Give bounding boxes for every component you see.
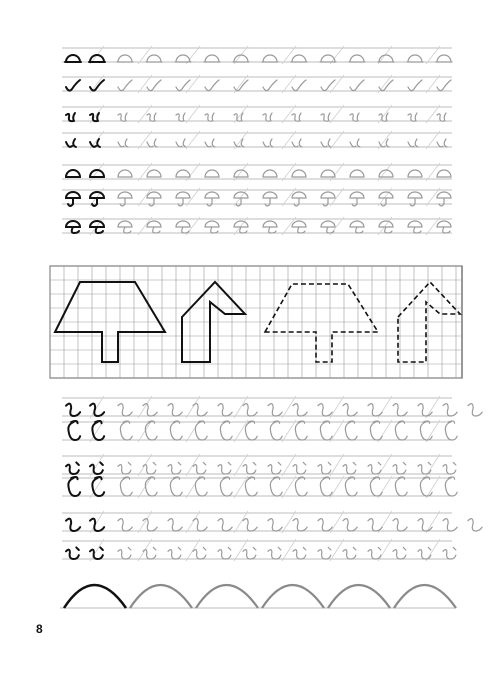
page-number: 8 <box>36 622 43 636</box>
trace-glyph <box>218 547 231 559</box>
slant-guide <box>426 217 440 235</box>
trace-glyph <box>204 55 220 62</box>
trace-glyph <box>443 519 457 531</box>
trace-glyph <box>234 170 248 177</box>
trace-glyph <box>147 170 161 177</box>
trace-glyph <box>263 221 277 233</box>
trace-glyph <box>395 421 407 440</box>
trace-glyph <box>234 221 248 233</box>
trace-glyph <box>437 80 451 91</box>
trace-glyph <box>263 170 277 177</box>
slant-guide <box>330 75 344 93</box>
slant-guide <box>426 454 440 476</box>
trace-glyph <box>220 421 232 440</box>
trace-glyph <box>168 547 181 559</box>
trace-glyph <box>445 421 457 440</box>
sample-glyph <box>90 170 104 177</box>
trace-glyph <box>318 547 331 559</box>
trace-glyph <box>443 547 456 559</box>
sample-glyph <box>66 547 79 559</box>
trace-glyph <box>468 519 482 531</box>
trace-glyph <box>145 477 157 496</box>
sample-glyph <box>92 477 104 496</box>
trace-glyph <box>408 139 418 147</box>
trace-glyph <box>218 462 231 474</box>
trace-glyph <box>117 55 133 62</box>
slant-guide <box>186 131 200 149</box>
slant-guide <box>186 75 200 93</box>
trace-glyph <box>345 421 357 440</box>
slant-guide <box>330 131 344 149</box>
trace-glyph <box>147 113 156 121</box>
slant-guide <box>330 511 344 533</box>
trace-glyph <box>118 462 131 474</box>
trace-glyph <box>145 421 157 440</box>
trace-glyph <box>350 80 364 91</box>
trace-glyph <box>395 477 407 496</box>
trace-glyph <box>243 404 257 416</box>
bottom-writing-rows <box>62 396 482 561</box>
trace-glyph <box>233 55 249 62</box>
trace-glyph <box>118 170 132 177</box>
trace-glyph <box>220 477 232 496</box>
trace-glyph <box>118 139 128 147</box>
trace-glyph <box>293 547 306 559</box>
trace-glyph <box>368 462 381 474</box>
trace-glyph <box>205 139 215 147</box>
writing-row-bottom-2 <box>62 420 457 442</box>
trace-glyph <box>437 170 451 177</box>
sample-glyph <box>66 170 80 177</box>
trace-glyph <box>118 80 132 91</box>
trace-glyph <box>343 404 357 416</box>
trace-glyph <box>420 421 432 440</box>
border-arch <box>394 585 456 608</box>
trace-glyph <box>118 221 132 233</box>
slant-guide <box>330 105 344 123</box>
slant-guide <box>186 188 200 206</box>
trace-glyph <box>443 462 456 474</box>
writing-row-top-5 <box>62 163 452 181</box>
writing-row-top-3 <box>62 105 452 123</box>
writing-row-top-7 <box>62 217 452 235</box>
slant-guide <box>378 75 392 93</box>
trace-glyph <box>345 477 357 496</box>
trace-glyph <box>350 113 359 121</box>
writing-row-top-4 <box>62 131 452 149</box>
trace-glyph <box>120 477 132 496</box>
trace-glyph <box>143 404 157 416</box>
slant-guide <box>378 188 392 206</box>
slant-guide <box>426 420 440 442</box>
trace-glyph <box>350 221 364 233</box>
slant-guide <box>186 105 200 123</box>
trace-glyph <box>268 404 282 416</box>
slant-guide <box>138 511 152 533</box>
trace-glyph <box>234 80 248 91</box>
trace-glyph <box>263 113 272 121</box>
trace-glyph <box>295 421 307 440</box>
border-arch <box>196 585 258 608</box>
trace-glyph <box>263 139 273 147</box>
trace-glyph <box>118 113 127 121</box>
slant-guide <box>330 188 344 206</box>
sample-glyph <box>66 80 80 91</box>
trace-glyph <box>407 55 423 62</box>
trace-glyph <box>143 462 156 474</box>
slant-guide <box>330 476 344 498</box>
sample-glyph <box>66 221 80 233</box>
trace-glyph <box>143 519 157 531</box>
trace-glyph <box>195 477 207 496</box>
sample-glyph <box>66 139 76 147</box>
trace-glyph <box>170 477 182 496</box>
trace-glyph <box>320 55 336 62</box>
sample-glyph <box>65 55 81 62</box>
trace-glyph <box>292 221 306 233</box>
trace-glyph <box>195 421 207 440</box>
writing-row-bottom-4 <box>62 476 457 498</box>
border-arch <box>64 585 126 608</box>
trace-glyph <box>176 113 185 121</box>
trace-glyph <box>293 519 307 531</box>
trace-glyph <box>262 55 278 62</box>
slant-guide <box>282 188 296 206</box>
slant-guide <box>426 511 440 533</box>
trace-glyph <box>349 55 365 62</box>
slant-guide <box>282 46 296 64</box>
sample-glyph <box>66 404 80 416</box>
trace-glyph <box>263 80 277 91</box>
trace-glyph <box>370 421 382 440</box>
trace-glyph <box>218 404 232 416</box>
trace-glyph <box>268 462 281 474</box>
sample-glyph <box>89 55 105 62</box>
trace-glyph <box>318 404 332 416</box>
trace-glyph <box>168 404 182 416</box>
sample-glyph <box>90 221 104 233</box>
slant-guide <box>138 188 152 206</box>
sample-glyph <box>66 462 79 474</box>
trace-glyph <box>443 404 457 416</box>
slant-guide <box>330 420 344 442</box>
trace-glyph <box>436 55 452 62</box>
trace-glyph <box>408 170 422 177</box>
trace-glyph <box>418 519 432 531</box>
slant-guide <box>330 454 344 476</box>
shape-copy-grid <box>50 266 462 378</box>
trace-glyph <box>320 421 332 440</box>
trace-glyph <box>118 519 132 531</box>
trace-glyph <box>368 519 382 531</box>
trace-glyph <box>420 477 432 496</box>
trace-glyph <box>292 80 306 91</box>
trace-glyph <box>147 221 161 233</box>
trace-glyph <box>168 462 181 474</box>
slant-guide <box>234 511 248 533</box>
trace-glyph <box>193 404 207 416</box>
trace-glyph <box>437 113 446 121</box>
trace-glyph <box>343 519 357 531</box>
trace-glyph <box>379 139 389 147</box>
writing-row-bottom-1 <box>62 396 482 418</box>
slant-guide <box>378 163 392 181</box>
trace-glyph <box>393 462 406 474</box>
trace-glyph <box>193 547 206 559</box>
trace-glyph <box>393 519 407 531</box>
slant-guide <box>282 476 296 498</box>
trace-glyph <box>393 404 407 416</box>
trace-glyph <box>350 170 364 177</box>
trace-glyph <box>245 421 257 440</box>
slant-guide <box>426 396 440 418</box>
trace-glyph <box>318 519 332 531</box>
writing-row-top-6 <box>62 188 452 206</box>
slant-guide <box>234 396 248 418</box>
writing-row-bottom-3 <box>62 454 456 476</box>
slant-guide <box>426 476 440 498</box>
trace-glyph <box>437 221 451 233</box>
writing-row-top-2 <box>62 75 452 93</box>
slant-guide <box>426 75 440 93</box>
trace-glyph <box>147 80 161 91</box>
trace-glyph <box>270 477 282 496</box>
border-arch <box>262 585 324 608</box>
trace-glyph <box>343 462 356 474</box>
trace-glyph <box>176 170 190 177</box>
trace-glyph <box>418 547 431 559</box>
border-arch <box>328 585 390 608</box>
trace-glyph <box>418 404 432 416</box>
trace-glyph <box>293 404 307 416</box>
sample-glyph <box>66 519 80 531</box>
trace-glyph <box>146 55 162 62</box>
slant-guide <box>282 217 296 235</box>
trace-glyph <box>143 547 156 559</box>
writing-row-bottom-6 <box>62 539 456 561</box>
writing-row-top-1 <box>62 46 452 64</box>
slant-guide <box>330 396 344 418</box>
trace-glyph <box>268 547 281 559</box>
trace-glyph <box>176 80 190 91</box>
trace-glyph <box>468 404 482 416</box>
slant-guide <box>138 217 152 235</box>
trace-glyph <box>295 477 307 496</box>
arch-border-pattern <box>60 585 456 608</box>
trace-glyph <box>321 170 335 177</box>
trace-glyph <box>245 477 257 496</box>
trace-glyph <box>243 519 257 531</box>
trace-glyph <box>343 547 356 559</box>
border-arch <box>130 585 192 608</box>
trace-glyph <box>205 113 214 121</box>
trace-glyph <box>118 404 132 416</box>
trace-glyph <box>243 547 256 559</box>
trace-glyph <box>370 477 382 496</box>
trace-glyph <box>292 170 306 177</box>
trace-glyph <box>408 113 417 121</box>
trace-glyph <box>408 221 422 233</box>
trace-glyph <box>293 462 306 474</box>
trace-glyph <box>205 221 219 233</box>
slant-guide <box>282 511 296 533</box>
sample-glyph <box>66 113 75 121</box>
trace-glyph <box>418 462 431 474</box>
sample-glyph <box>92 421 104 440</box>
trace-glyph <box>320 477 332 496</box>
sample-glyph <box>68 477 80 496</box>
trace-glyph <box>170 421 182 440</box>
trace-glyph <box>368 404 382 416</box>
trace-glyph <box>321 139 331 147</box>
trace-glyph <box>318 462 331 474</box>
trace-glyph <box>321 113 330 121</box>
slant-guide <box>330 46 344 64</box>
top-writing-rows <box>62 46 452 235</box>
slant-guide <box>426 188 440 206</box>
trace-glyph <box>205 170 219 177</box>
trace-glyph <box>243 462 256 474</box>
trace-glyph <box>270 421 282 440</box>
trace-glyph <box>292 139 302 147</box>
slant-guide <box>282 420 296 442</box>
trace-glyph <box>268 519 282 531</box>
trace-glyph <box>193 519 207 531</box>
slant-guide <box>138 396 152 418</box>
trace-glyph <box>368 547 381 559</box>
trace-glyph <box>350 139 360 147</box>
trace-glyph <box>205 80 219 91</box>
slant-guide <box>186 46 200 64</box>
writing-row-bottom-5 <box>62 511 482 533</box>
trace-glyph <box>193 462 206 474</box>
trace-glyph <box>445 477 457 496</box>
trace-glyph <box>408 80 422 91</box>
slant-guide <box>426 131 440 149</box>
slant-guide <box>426 46 440 64</box>
sample-glyph <box>68 421 80 440</box>
trace-glyph <box>147 139 157 147</box>
trace-glyph <box>118 547 131 559</box>
slant-guide <box>426 539 440 561</box>
sample-glyph <box>90 80 104 91</box>
slant-guide <box>330 539 344 561</box>
trace-glyph <box>176 139 186 147</box>
trace-glyph <box>168 519 182 531</box>
trace-glyph <box>437 139 447 147</box>
trace-glyph <box>393 547 406 559</box>
slant-guide <box>426 163 440 181</box>
trace-glyph <box>291 55 307 62</box>
slant-guide <box>138 46 152 64</box>
trace-glyph <box>218 519 232 531</box>
slant-guide <box>282 396 296 418</box>
trace-glyph <box>292 113 301 121</box>
trace-glyph <box>176 221 190 233</box>
trace-glyph <box>120 421 132 440</box>
